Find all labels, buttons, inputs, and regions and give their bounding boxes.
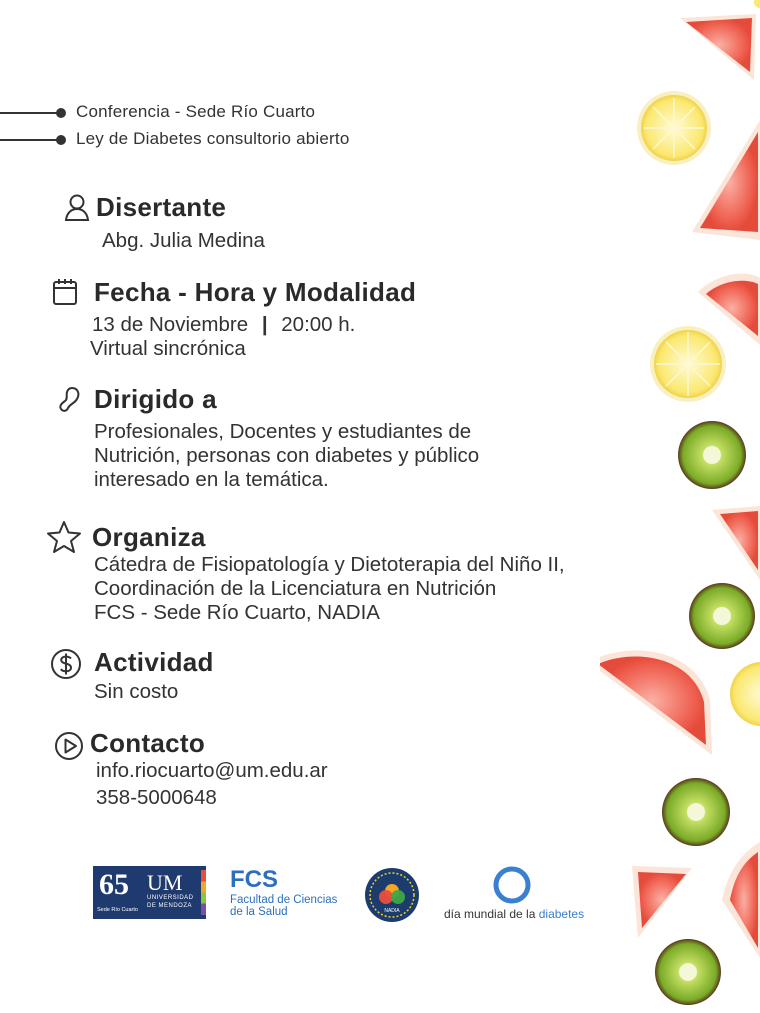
bullet-line — [0, 139, 60, 141]
organizer-line: Cátedra de Fisiopatología y Dietoterapia del Niño II, — [94, 553, 565, 576]
activity-cost: Sin costo — [94, 680, 179, 703]
bullet-dot — [56, 108, 66, 118]
person-icon — [64, 193, 90, 221]
um-logo-sub1: UNIVERSIDAD — [147, 895, 194, 901]
lemon-slice — [730, 662, 760, 726]
organizer-line: FCS - Sede Río Cuarto, NADIA — [94, 601, 380, 624]
contact-heading: Contacto — [90, 728, 206, 758]
fcs-logo-line2: de la Salud — [230, 906, 288, 918]
grapefruit-slice — [632, 866, 692, 938]
schedule-mode: Virtual sincrónica — [90, 337, 246, 360]
schedule-datetime — [92, 313, 355, 337]
star-icon — [46, 520, 82, 554]
play-icon — [54, 731, 84, 761]
lemon-slice — [650, 326, 726, 402]
diabetes-day-text: día mundial de la — [444, 907, 539, 921]
organizer-text — [94, 553, 565, 625]
grapefruit-slice — [712, 506, 760, 580]
um-logo — [93, 866, 206, 919]
map-pin-icon — [58, 386, 82, 414]
lemon-slice — [754, 0, 760, 8]
lemon-slice — [637, 91, 711, 165]
speaker-heading: Disertante — [96, 192, 227, 222]
fcs-logo — [230, 868, 337, 918]
contact-phone[interactable]: 358-5000648 — [96, 786, 217, 809]
calendar-icon — [52, 278, 78, 306]
schedule-heading: Fecha - Hora y Modalidad — [94, 277, 417, 307]
dollar-icon — [50, 648, 82, 680]
diabetes-day-logo — [444, 907, 584, 921]
fruit-decoration — [600, 0, 760, 1013]
organizer-line: Coordinación de la Licenciatura en Nutrición — [94, 577, 497, 600]
kiwi-slice — [662, 778, 730, 846]
audience-line: Profesionales, Docentes y estudiantes de — [94, 420, 472, 443]
grapefruit-slice — [600, 651, 712, 755]
audience-line: Nutrición, personas con diabetes y público — [94, 444, 480, 467]
um-logo-caption: Sede Río Cuarto — [97, 907, 138, 913]
bullet-dot — [56, 135, 66, 145]
grapefruit-slice — [722, 842, 760, 958]
um-logo-name: UM — [147, 870, 183, 895]
nadia-logo-label: NADIA — [384, 908, 400, 914]
kiwi-slice — [655, 939, 721, 1005]
um-logo-number: 65 — [99, 868, 129, 901]
schedule-separator: | — [261, 313, 268, 336]
nadia-logo — [364, 867, 420, 923]
grapefruit-slice — [680, 14, 756, 80]
kiwi-slice — [689, 583, 755, 649]
activity-heading: Actividad — [94, 647, 214, 677]
um-logo-stripe — [201, 870, 206, 915]
organizer-heading: Organiza — [92, 522, 206, 552]
speaker-name: Abg. Julia Medina — [102, 229, 265, 252]
bullet-line — [0, 112, 60, 114]
bullet-law: Ley de Diabetes consultorio abierto — [76, 129, 350, 148]
schedule-time: 20:00 h. — [281, 313, 356, 336]
fcs-logo-line1: Facultad de Ciencias — [230, 894, 338, 906]
blue-circle-icon — [491, 864, 533, 906]
schedule-date: 13 de Noviembre — [92, 313, 249, 336]
audience-text — [94, 420, 479, 492]
audience-heading: Dirigido a — [94, 384, 217, 414]
diabetes-day-highlight: diabetes — [538, 907, 585, 921]
fcs-logo-acronym: FCS — [230, 866, 278, 893]
um-logo-sub2: DE MENDOZA — [147, 903, 193, 909]
bullet-conference: Conferencia - Sede Río Cuarto — [76, 102, 316, 121]
kiwi-slice — [678, 421, 746, 489]
contact-email[interactable]: info.riocuarto@um.edu.ar — [96, 759, 328, 782]
audience-line: interesado en la temática. — [94, 468, 329, 491]
